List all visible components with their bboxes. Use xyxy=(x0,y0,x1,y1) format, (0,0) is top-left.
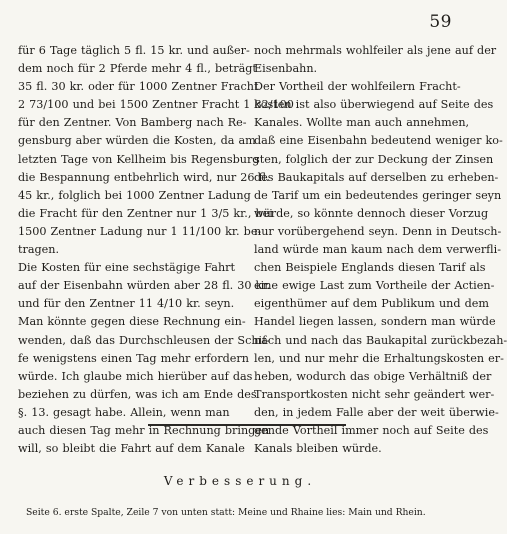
text-line: eigenthümer auf dem Publikum und dem xyxy=(254,297,489,311)
text-line: den, in jedem Falle aber der weit überwie- xyxy=(254,405,499,419)
text-line: beziehen zu dürfen, was ich am Ende des xyxy=(18,387,257,401)
text-line: chen Beispiele Englands diesen Tarif als xyxy=(254,261,486,275)
text-line: letzten Tage von Kellheim bis Regensburg xyxy=(18,152,260,166)
section-divider xyxy=(148,424,346,426)
text-line: auf der Eisenbahn würden aber 28 fl. 30 kr. xyxy=(18,279,271,293)
text-line: sten, folglich der zur Deckung der Zinsen xyxy=(254,152,494,166)
text-line: nach und nach das Baukapital zurückbezah- xyxy=(254,333,507,347)
text-line: land würde man kaum nach dem verwerfli- xyxy=(254,243,502,257)
text-line: wenden, daß das Durchschleusen der Schif- xyxy=(18,333,270,347)
text-line: §. 13. gesagt habe. Allein, wenn man xyxy=(18,405,230,419)
text-line: 2 73/100 und bei 1500 Zentner Fracht 1 82/100 xyxy=(18,98,294,112)
text-line: für 6 Tage täglich 5 fl. 15 kr. und außer- xyxy=(18,44,250,57)
text-line: die Fracht für den Zentner nur 1 3/5 kr., bei xyxy=(18,206,273,220)
text-line: tragen. xyxy=(18,243,60,257)
text-line: noch mehrmals wohlfeiler als jene auf der xyxy=(254,44,497,57)
errata-heading: Verbesserung. xyxy=(163,474,317,488)
text-line: eine ewige Last zum Vortheile der Actien- xyxy=(254,279,495,293)
text-line: Man könnte gegen diese Rechnung ein- xyxy=(18,315,246,329)
text-line: Transportkosten nicht sehr geändert wer- xyxy=(254,387,495,401)
text-line: len, und nur mehr die Erhaltungskosten er- xyxy=(254,351,504,365)
text-line: gende Vortheil immer noch auf Seite des xyxy=(254,423,489,437)
text-line: Der Vortheil der wohlfeilern Fracht- xyxy=(254,80,461,94)
page-number: 59 xyxy=(429,12,452,32)
text-line: die Bespannung entbehrlich wird, nur 26 fl. xyxy=(18,170,270,184)
text-line: heben, wodurch das obige Verhältniß der xyxy=(254,369,492,383)
text-line: 45 kr., folglich bei 1000 Zentner Ladung xyxy=(18,188,251,202)
text-line: gensburg aber würden die Kosten, da am xyxy=(18,134,256,148)
text-line: Kanals bleiben würde. xyxy=(254,442,382,456)
text-line: 35 fl. 30 kr. oder für 1000 Zentner Fracht xyxy=(18,80,259,94)
right-text-column xyxy=(254,42,507,458)
left-text-column xyxy=(18,42,294,458)
text-line: will, so bleibt die Fahrt auf dem Kanale xyxy=(18,442,245,456)
text-line: Eisenbahn. xyxy=(254,62,318,76)
text-line: und für den Zentner 11 4/10 kr. seyn. xyxy=(18,297,235,311)
text-line: Kanales. Wollte man auch annehmen, xyxy=(254,116,470,130)
errata-note: Seite 6. erste Spalte, Zeile 7 von unten statt: Meine und Rhaine lies: Main und Rhein. xyxy=(26,507,426,518)
text-line: dem noch für 2 Pferde mehr 4 fl., beträgt xyxy=(18,62,257,76)
text-line: daß eine Eisenbahn bedeutend weniger ko- xyxy=(254,134,503,148)
text-line: Handel liegen lassen, sondern man würde xyxy=(254,315,496,329)
text-line: Die Kosten für eine sechstägige Fahrt xyxy=(18,261,236,275)
text-line: auch diesen Tag mehr in Rechnung bringen xyxy=(18,423,270,437)
text-line: nur vorübergehend seyn. Denn in Deutsch- xyxy=(254,224,502,238)
text-line: de Tarif um ein bedeutendes geringer seyn xyxy=(254,188,502,202)
text-line: würde, so könnte dennoch dieser Vorzug xyxy=(254,206,489,220)
text-line: fe wenigstens einen Tag mehr erfordern xyxy=(18,351,249,365)
text-line: kosten ist also überwiegend auf Seite des xyxy=(254,98,494,112)
text-line: 1500 Zentner Ladung nur 1 11/100 kr. be- xyxy=(18,224,262,238)
text-line: des Baukapitals auf derselben zu erheben- xyxy=(254,170,499,184)
text-line: würde. Ich glaube mich hierüber auf das xyxy=(18,369,253,383)
text-line: für den Zentner. Von Bamberg nach Re- xyxy=(18,116,247,130)
